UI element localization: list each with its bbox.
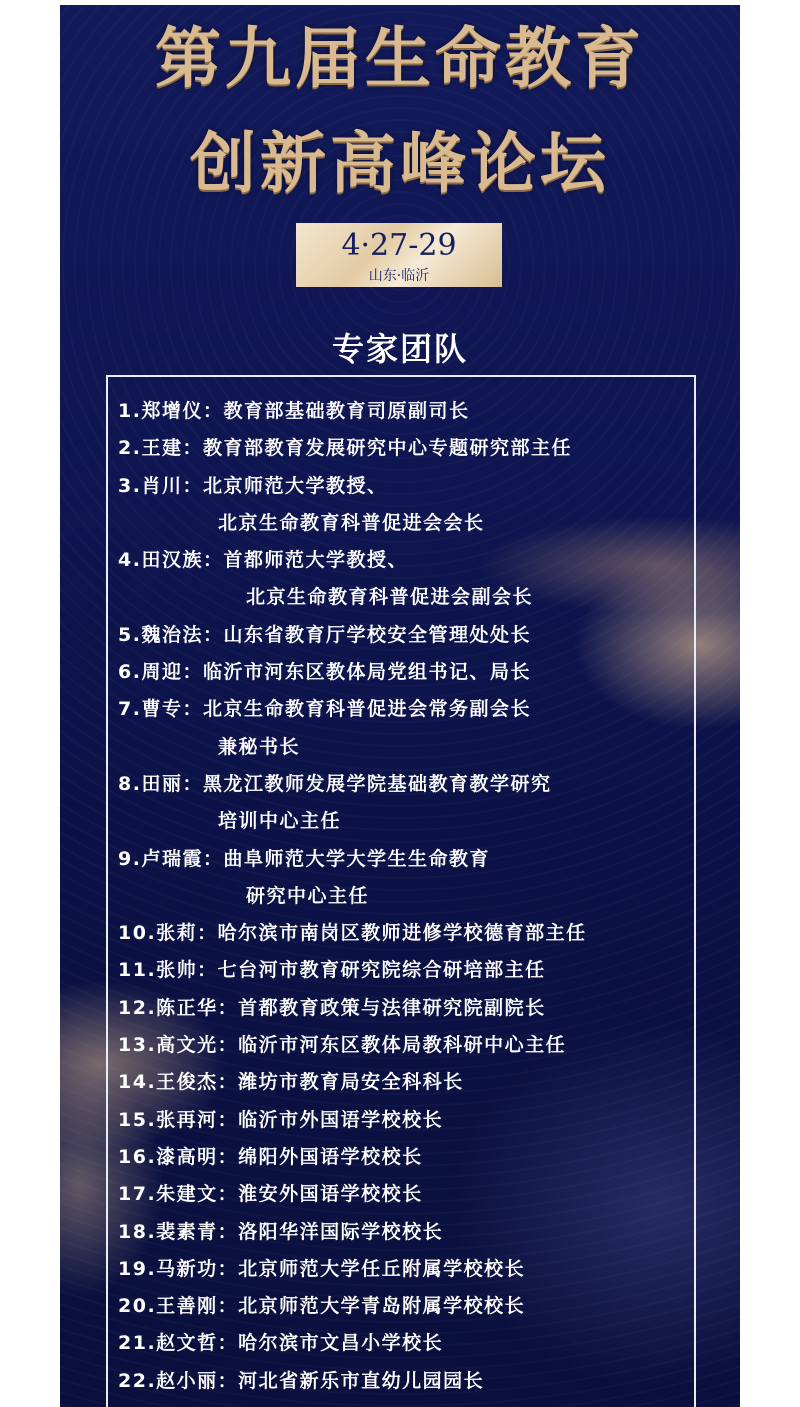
expert-entry: 17.朱建文：淮安外国语学校校长: [118, 1183, 423, 1206]
expert-entry: 21.赵文哲：哈尔滨市文昌小学校长: [118, 1332, 444, 1355]
expert-entry: 20.王善刚：北京师范大学青岛附属学校校长: [118, 1295, 526, 1318]
event-place: 山东·临沂: [368, 268, 430, 284]
expert-entry: 1.郑增仪：教育部基础教育司原副司长: [118, 400, 470, 422]
expert-entry: 19.马新功：北京师范大学任丘附属学校校长: [118, 1257, 526, 1280]
expert-entry: 9.卢瑞霞：曲阜师范大学大学生生命教育: [118, 847, 490, 870]
expert-entry: 13.高文光：临沂市河东区教体局教科研中心主任: [118, 1034, 567, 1057]
expert-entry: 2.王建：教育部教育发展研究中心专题研究部主任: [118, 437, 572, 460]
poster-title-line2: 创新高峰论坛: [190, 124, 610, 202]
expert-entry-continuation: 北京生命教育科普促进会会长: [218, 511, 485, 534]
expert-entry: 16.漆高明：绵阳外国语学校校长: [118, 1145, 423, 1168]
expert-entry: 18.裴素青：洛阳华洋国际学校校长: [118, 1220, 444, 1243]
event-date: 4·27-29: [341, 228, 457, 263]
expert-entry-continuation: 兼秘书长: [218, 735, 301, 758]
poster: [60, 5, 740, 1407]
section-title: 专家团队: [331, 330, 468, 368]
expert-entry: 5.魏治法：山东省教育厅学校安全管理处处长: [118, 623, 531, 646]
expert-entry: 10.张莉：哈尔滨市南岗区教师进修学校德育部主任: [118, 922, 587, 945]
expert-entry: 8.田丽：黑龙江教师发展学院基础教育教学研究: [118, 772, 552, 795]
expert-entry-continuation: 培训中心主任: [218, 810, 342, 833]
expert-entry: 14.王俊杰：潍坊市教育局安全科科长: [118, 1071, 464, 1094]
expert-entry: 12.陈正华：首都教育政策与法律研究院副院长: [118, 996, 546, 1019]
expert-entry: 3.肖川：北京师范大学教授、: [118, 474, 388, 497]
date-badge: [296, 223, 502, 287]
expert-entry-continuation: 北京生命教育科普促进会副会长: [246, 586, 534, 609]
expert-entry: 4.田汉族：首都师范大学教授、: [118, 549, 408, 572]
expert-entry: 7.曹专：北京生命教育科普促进会常务副会长: [118, 698, 531, 721]
expert-entry: 11.张帅：七台河市教育研究院综合研培部主任: [118, 959, 546, 982]
expert-entry-continuation: 研究中心主任: [246, 884, 370, 907]
expert-entry: 22.赵小丽：河北省新乐市直幼儿园园长: [118, 1369, 485, 1392]
expert-entry: 15.张再河：临沂市外国语学校校长: [118, 1108, 444, 1131]
poster-title-line1: 第九届生命教育: [155, 19, 645, 97]
expert-entry: 6.周迎：临沂市河东区教体局党组书记、局长: [118, 661, 531, 684]
expert-list: [118, 393, 738, 1400]
